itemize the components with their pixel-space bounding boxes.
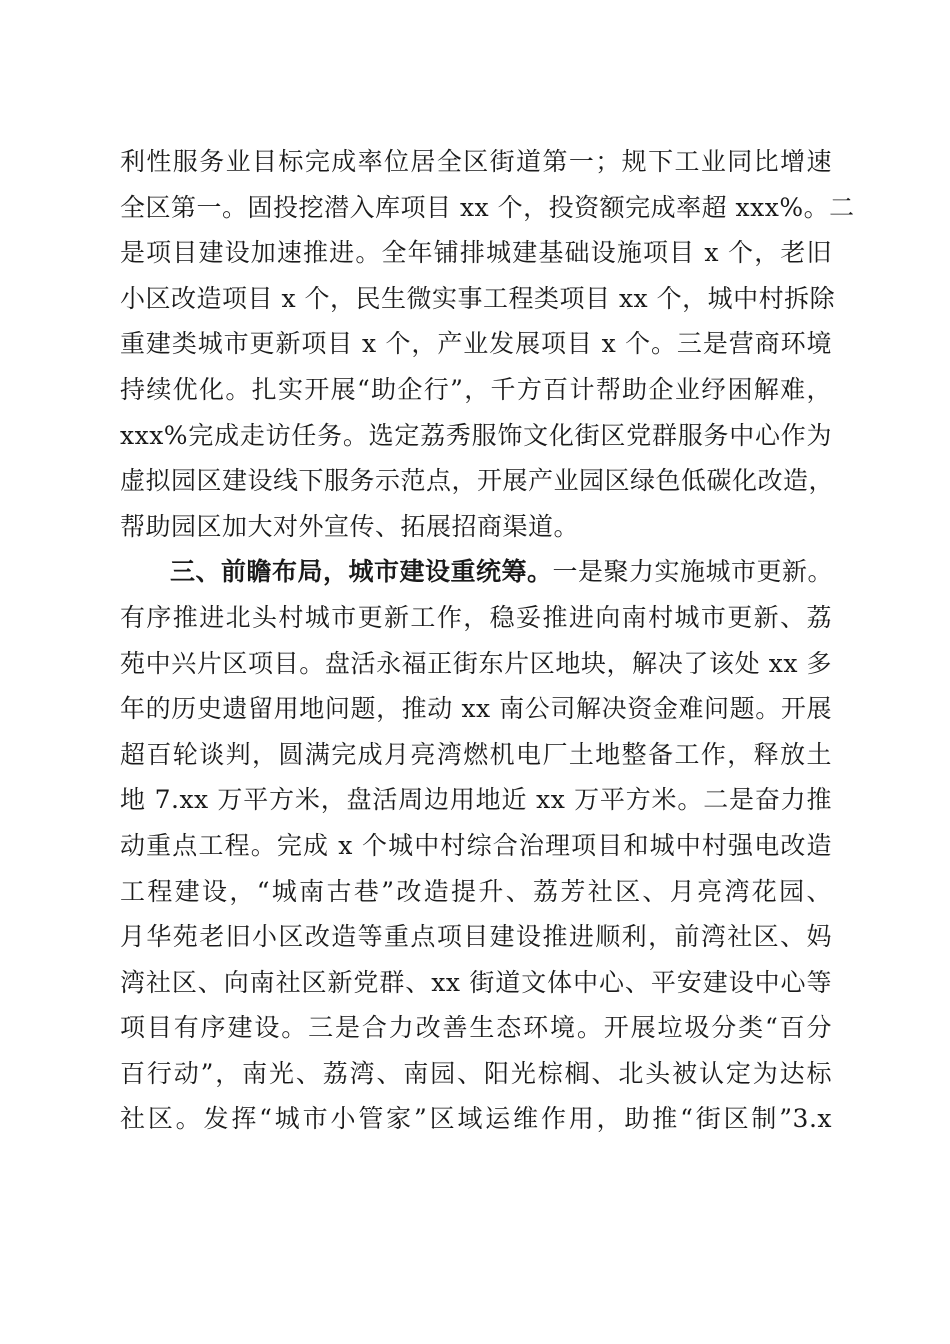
section-heading: 三、前瞻布局，城市建设重统筹。 <box>170 557 553 587</box>
text-line: 帮助园区加大对外宣传、拓展招商渠道。 <box>120 511 580 541</box>
text-line: 超百轮谈判，圆满完成月亮湾燃机电厂土地整备工作，释放土 <box>120 739 832 769</box>
paragraph-1 <box>120 139 855 549</box>
text-line: 湾社区、向南社区新党群、xx 街道文体中心、平安建设中心等 <box>120 967 832 997</box>
text-line: 社区。发挥“城市小管家”区域运维作用，助推“街区制”3.x <box>120 1104 832 1134</box>
text-line: 重建类城市更新项目 x 个，产业发展项目 x 个。三是营商环境 <box>120 329 832 359</box>
text-line: 持续优化。扎实开展“助企行”，千方百计帮助企业纾困解难， <box>120 374 832 404</box>
paragraph-2-first-line <box>120 549 832 595</box>
text-line: xxx%完成走访任务。选定荔秀服饰文化街区党群服务中心作为 <box>120 420 832 450</box>
text-line: 百行动”，南光、荔湾、南园、阳光棕榈、北头被认定为达标 <box>120 1058 832 1088</box>
text-line: 全区第一。固投挖潜入库项目 xx 个，投资额完成率超 xxx%。二 <box>120 192 855 222</box>
text-line: 小区改造项目 x 个，民生微实事工程类项目 xx 个，城中村拆除 <box>120 283 836 313</box>
paragraph-2 <box>120 549 832 1142</box>
text-line: 工程建设，“城南古巷”改造提升、荔芳社区、月亮湾花园、 <box>120 876 832 906</box>
body-text <box>120 139 855 1142</box>
heading-line-rest: 一是聚力实施城市更新。 <box>552 557 834 587</box>
text-line: 动重点工程。完成 x 个城中村综合治理项目和城中村强电改造 <box>120 830 832 860</box>
text-line: 苑中兴片区项目。盘活永福正街东片区地块，解决了该处 xx 多 <box>120 648 832 678</box>
text-line: 年的历史遗留用地问题，推动 xx 南公司解决资金难问题。开展 <box>120 694 832 724</box>
text-line: 有序推进北头村城市更新工作，稳妥推进向南村城市更新、荔 <box>120 602 832 632</box>
text-line: 项目有序建设。三是合力改善生态环境。开展垃圾分类“百分 <box>120 1013 832 1043</box>
text-line: 虚拟园区建设线下服务示范点，开展产业园区绿色低碳化改造， <box>120 466 835 496</box>
text-line: 是项目建设加速推进。全年铺排城建基础设施项目 x 个，老旧 <box>120 238 832 268</box>
text-line: 月华苑老旧小区改造等重点项目建设推进顺利，前湾社区、妈 <box>120 922 832 952</box>
text-line: 地 7.xx 万平方米，盘活周边用地近 xx 万平方米。二是奋力推 <box>120 785 832 815</box>
text-line: 利性服务业目标完成率位居全区街道第一；规下工业同比增速 <box>120 147 832 176</box>
